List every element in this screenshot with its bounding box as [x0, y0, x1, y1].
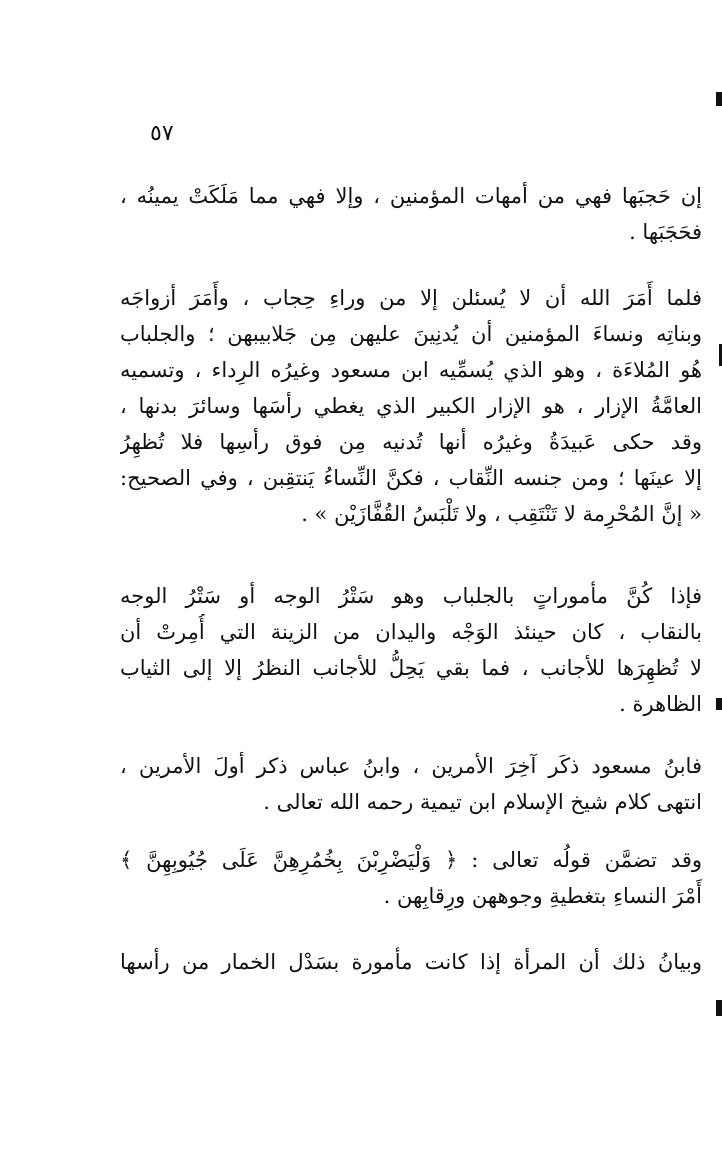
paragraph-line: فحَجَبَها .	[629, 220, 702, 244]
paragraph-3	[120, 578, 702, 722]
page-number: ٥٧	[150, 121, 174, 146]
paragraph-5	[120, 842, 702, 914]
paragraph-line: فابنُ مسعود ذكَر آخِرَ الأمرين ، وابنُ عباس ذكر أولَ الأمرين ،	[120, 754, 702, 778]
paragraph-4	[120, 748, 702, 820]
paragraph-line: هُو المُلاءَة ، وهو الذي يُسمِّيه ابن مسعود وغيرُه الرِداء ، وتسميه	[120, 358, 702, 382]
paragraph-line: وقد تضمَّن قولُه تعالى : ﴿ وَلْيَضْرِبْنَ بِخُمُرِهِنَّ عَلَى جُيُوبِهِنَّ ﴾	[120, 848, 702, 872]
paragraph-line: لا تُظهِرَها للأجانب ، فما بقي يَحِلُّ للأجانب النظرُ إلا إلى الثياب	[120, 656, 702, 680]
paragraph-line: وبيانُ ذلك أن المرأة إذا كانت مأمورة بسَدْل الخمار من رأسها	[120, 950, 702, 974]
paragraph-line: الظاهرة .	[619, 692, 702, 716]
paragraph-line: وبناتِه ونساءَ المؤمنين أن يُدنِينَ عليهن مِن جَلابيبهن ؛ والجلباب	[120, 322, 702, 346]
scan-edge-mark	[716, 698, 722, 710]
paragraph-2	[120, 280, 702, 532]
paragraph-line: انتهى كلام شيخ الإسلام ابن تيمية رحمه الله تعالى .	[263, 790, 702, 814]
paragraph-line: إن حَجبَها فهي من أمهات المؤمنين ، وإلا فهي مما مَلَكَتْ يمينُه ،	[120, 184, 702, 208]
paragraph-line: أَمْرَ النساءِ بتغطيةِ وجوههن ورِقابِهن .	[383, 884, 702, 908]
paragraph-line: العامَّةُ الإزار ، هو الإزار الكبير الذي يغطي رأسَها وسائرَ بدنها ،	[120, 394, 702, 418]
paragraph-line: فإذا كُنَّ مأموراتٍ بالجلباب وهو سَتْرُ الوجه أو سَتْرُ الوجه	[120, 584, 702, 608]
paragraph-line: فلما أَمَرَ الله أن لا يُسئلن إلا من وراءِ حِجاب ، وأَمَرَ أزواجَه	[120, 286, 702, 310]
paragraph-line: « إنَّ المُحْرِمة لا تَنْتَقِب ، ولا تَلْبَسُ القُفَّازَيْن » .	[301, 502, 702, 526]
paragraph-line: بالنقاب ، كان حينئذ الوَجْه واليدان من الزينة التي أُمِرتْ أن	[120, 620, 702, 644]
paragraph-line: وقد حكى عَبيدَةُ وغيرُه أنها تُدنيه مِن فوق رأسِها فلا تُظهِرُ	[120, 430, 702, 454]
scan-edge-mark	[716, 92, 722, 106]
paragraph-line: إلا عينَها ؛ ومن جنسه النِّقاب ، فكنَّ النِّساءُ يَنتقِبن ، وفي الصحيح:	[120, 466, 702, 490]
paragraph-6	[120, 944, 702, 980]
scan-edge-mark	[716, 1000, 722, 1016]
paragraph-1	[120, 178, 702, 250]
